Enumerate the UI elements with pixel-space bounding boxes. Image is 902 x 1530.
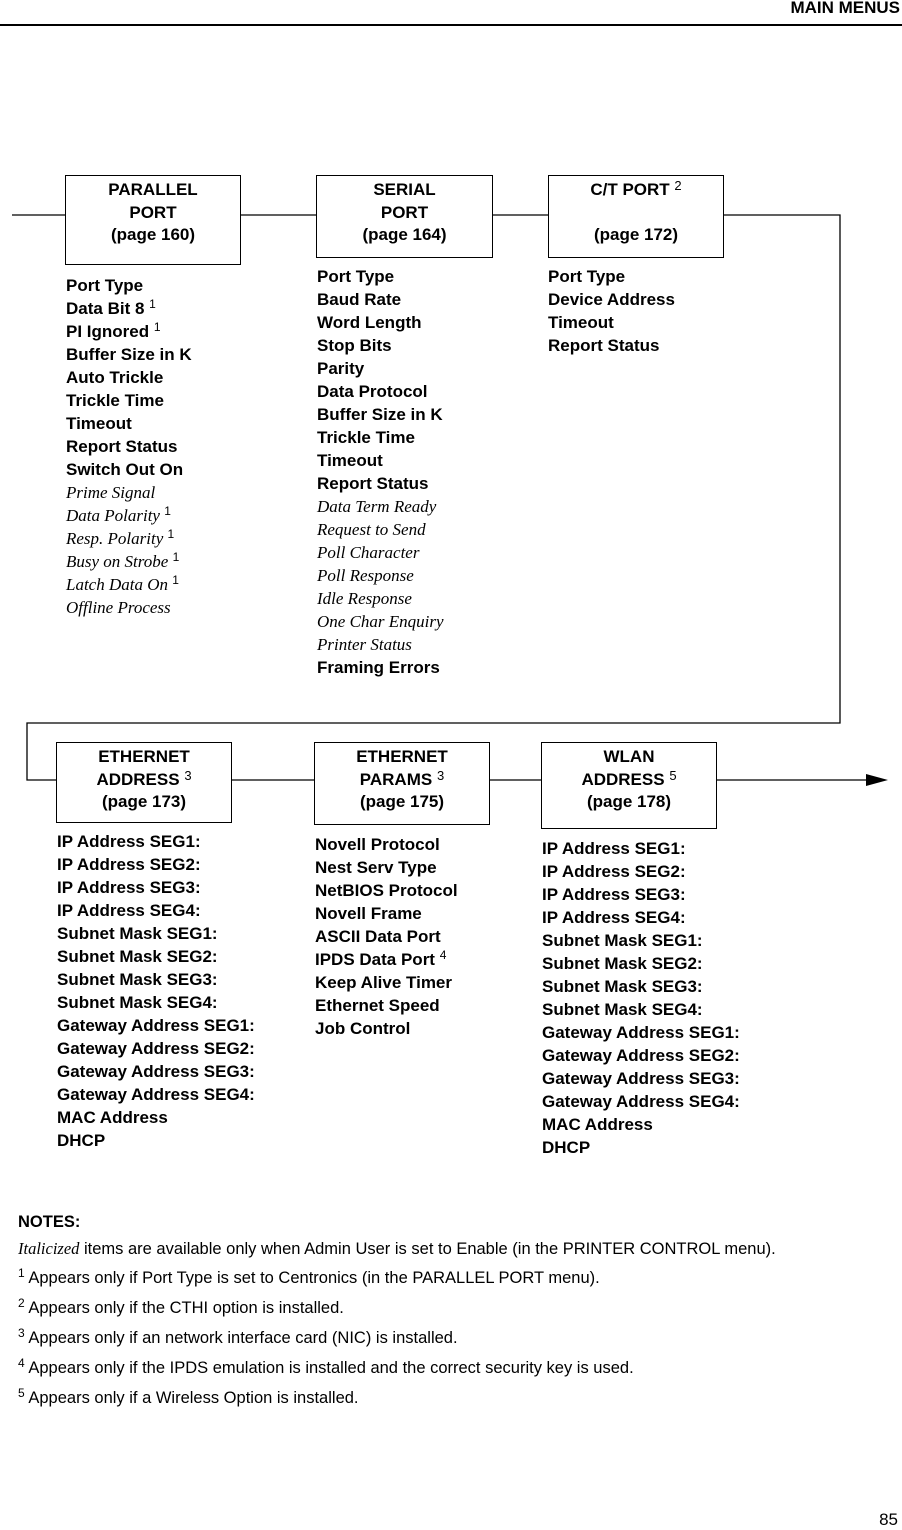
menu-item bbox=[57, 1129, 255, 1152]
menu-item-label: Parity bbox=[317, 359, 365, 378]
menu-item-label: Novell Protocol bbox=[315, 835, 440, 854]
menu-item-label: Subnet Mask SEG4: bbox=[542, 1000, 703, 1019]
menu-item bbox=[57, 968, 255, 991]
menu-item-label: Latch Data On bbox=[66, 575, 168, 594]
menu-item bbox=[66, 458, 192, 481]
menu-item-label: Port Type bbox=[548, 267, 626, 286]
menu-item bbox=[315, 925, 458, 948]
menu-item bbox=[66, 389, 192, 412]
menu-item bbox=[317, 403, 444, 426]
menu-item bbox=[542, 1044, 740, 1067]
menu-item-label: Framing Errors bbox=[317, 658, 440, 677]
menu-item-label: Port Type bbox=[66, 276, 144, 295]
footnote-text: Appears only if a Wireless Option is installed. bbox=[24, 1389, 359, 1407]
footnote-marker: 1 bbox=[172, 573, 179, 587]
menu-item bbox=[315, 948, 458, 971]
menu-item bbox=[542, 860, 740, 883]
menu-item bbox=[57, 853, 255, 876]
menu-item bbox=[317, 357, 444, 380]
menu-item-label: Keep Alive Timer bbox=[315, 973, 453, 992]
menu-item bbox=[57, 945, 255, 968]
menu-item bbox=[315, 902, 458, 925]
footnote-number: 2 bbox=[18, 1296, 25, 1310]
menu-item-label: Job Control bbox=[315, 1019, 411, 1038]
menu-item bbox=[315, 833, 458, 856]
menu-item bbox=[542, 906, 740, 929]
note-italic-rest: items are available only when Admin User is set to Enable (in the PRINTER CONTROL menu). bbox=[79, 1240, 776, 1258]
menu-item-label: Report Status bbox=[548, 336, 660, 355]
footnote-marker: 1 bbox=[153, 320, 161, 334]
menu-item bbox=[548, 288, 675, 311]
eth-addr-box-footnote: 3 bbox=[184, 767, 192, 783]
menu-item bbox=[57, 830, 255, 853]
menu-item bbox=[542, 837, 740, 860]
ethernet-params-box bbox=[314, 742, 490, 825]
parallel-box-line2: PORT bbox=[129, 202, 177, 222]
menu-item bbox=[315, 1017, 458, 1040]
wlan-box-line2: ADDRESS $^5$ bbox=[581, 767, 677, 789]
menu-item-label: Subnet Mask SEG2: bbox=[57, 947, 218, 966]
parallel-menu-list bbox=[66, 274, 192, 619]
menu-item-label: Stop Bits bbox=[317, 336, 392, 355]
menu-item-label: MAC Address bbox=[57, 1108, 168, 1127]
menu-item-label: DHCP bbox=[542, 1138, 591, 1157]
menu-item bbox=[66, 297, 192, 320]
menu-item-label: Auto Trickle bbox=[66, 368, 164, 387]
menu-item bbox=[317, 426, 444, 449]
menu-item-label: Printer Status bbox=[317, 635, 412, 654]
wlan-address-box bbox=[541, 742, 717, 829]
serial-box-page: (page 164) bbox=[362, 225, 447, 244]
menu-item bbox=[542, 1021, 740, 1044]
menu-item-label: Ethernet Speed bbox=[315, 996, 440, 1015]
note-italic-explanation bbox=[18, 1239, 776, 1269]
menu-item-label: Timeout bbox=[317, 451, 383, 470]
menu-item-label: Gateway Address SEG1: bbox=[57, 1016, 255, 1035]
menu-item-label: Nest Serv Type bbox=[315, 858, 437, 877]
parallel-port-box bbox=[65, 175, 241, 265]
menu-item-label: Prime Signal bbox=[66, 483, 156, 502]
eth-addr-box-line1: ETHERNET bbox=[98, 747, 190, 766]
menu-item bbox=[57, 1014, 255, 1037]
menu-item-label: IP Address SEG4: bbox=[57, 901, 201, 920]
menu-item-label: IP Address SEG2: bbox=[57, 855, 201, 874]
footnote bbox=[18, 1326, 776, 1359]
eth-params-box-line1: ETHERNET bbox=[356, 747, 448, 766]
menu-item-label: IP Address SEG2: bbox=[542, 862, 686, 881]
footnote-number: 4 bbox=[18, 1356, 25, 1370]
menu-item bbox=[542, 1136, 740, 1159]
wlan-box-line1: WLAN bbox=[603, 747, 655, 766]
serial-menu-list bbox=[317, 265, 444, 679]
eth-params-box-page: (page 175) bbox=[359, 792, 445, 811]
menu-item bbox=[548, 311, 675, 334]
menu-item bbox=[315, 971, 458, 994]
menu-item bbox=[57, 1083, 255, 1106]
footnote-number: 5 bbox=[18, 1386, 25, 1400]
menu-item-label: IP Address SEG3: bbox=[542, 885, 686, 904]
menu-item bbox=[542, 883, 740, 906]
menu-item bbox=[66, 481, 192, 504]
menu-item-label: IP Address SEG4: bbox=[542, 908, 686, 927]
footnote-marker: 1 bbox=[172, 550, 180, 564]
menu-item-label: PI Ignored bbox=[66, 322, 150, 341]
menu-item-label: Device Address bbox=[548, 290, 675, 309]
menu-item-label: Gateway Address SEG3: bbox=[57, 1062, 255, 1081]
menu-item bbox=[66, 366, 192, 389]
menu-item bbox=[57, 899, 255, 922]
menu-item-label: Timeout bbox=[548, 313, 614, 332]
section-header: MAIN MENUS bbox=[790, 0, 900, 17]
menu-item-label: DHCP bbox=[57, 1131, 106, 1150]
menu-item-label: Data Polarity bbox=[66, 506, 160, 525]
notes-section bbox=[18, 1213, 776, 1419]
menu-item bbox=[315, 879, 458, 902]
menu-item-label: Subnet Mask SEG1: bbox=[57, 924, 218, 943]
menu-item-label: Subnet Mask SEG3: bbox=[542, 977, 703, 996]
menu-item bbox=[317, 564, 444, 587]
menu-item-label: Switch Out On bbox=[66, 460, 184, 479]
menu-item-label: Report Status bbox=[317, 474, 429, 493]
menu-item bbox=[317, 541, 444, 564]
menu-item bbox=[542, 998, 740, 1021]
menu-item bbox=[317, 587, 444, 610]
ct-port-box bbox=[548, 175, 724, 258]
menu-item bbox=[57, 991, 255, 1014]
footnote-text: Appears only if the CTHI option is installed. bbox=[24, 1299, 344, 1317]
eth-addr-box-page: (page 173) bbox=[101, 792, 187, 811]
menu-item bbox=[317, 380, 444, 403]
menu-item-label: IPDS Data Port bbox=[315, 950, 435, 969]
menu-item-label: MAC Address bbox=[542, 1115, 653, 1134]
menu-item bbox=[315, 856, 458, 879]
ct-menu-list bbox=[548, 265, 675, 357]
ct-box-page: (page 172) bbox=[593, 225, 679, 244]
menu-item-label: IP Address SEG3: bbox=[57, 878, 201, 897]
menu-item-label: Data Term Ready bbox=[317, 497, 437, 516]
menu-item bbox=[66, 573, 192, 596]
footnote-number: 3 bbox=[18, 1326, 25, 1340]
eth-params-box-footnote: 3 bbox=[436, 767, 445, 783]
menu-item-label: Novell Frame bbox=[315, 904, 422, 923]
menu-item-label: Report Status bbox=[66, 437, 178, 456]
menu-item-label: IP Address SEG1: bbox=[542, 839, 686, 858]
footnote-list bbox=[18, 1266, 776, 1419]
menu-item-label: Data Bit 8 bbox=[66, 299, 145, 318]
serial-box-line1: SERIAL bbox=[373, 180, 436, 199]
footnote bbox=[18, 1296, 776, 1329]
menu-item bbox=[317, 472, 444, 495]
menu-item bbox=[66, 527, 192, 550]
menu-item bbox=[317, 610, 444, 633]
footnote-text: Appears only if Port Type is set to Centronics (in the PARALLEL PORT menu). bbox=[24, 1269, 600, 1287]
menu-item-label: Resp. Polarity bbox=[66, 529, 164, 548]
menu-item bbox=[548, 265, 675, 288]
footnote-marker: 1 bbox=[167, 527, 175, 541]
menu-item-label: Poll Character bbox=[317, 543, 420, 562]
menu-item bbox=[57, 922, 255, 945]
menu-item bbox=[317, 518, 444, 541]
menu-item-label: Subnet Mask SEG2: bbox=[542, 954, 703, 973]
menu-item bbox=[317, 633, 444, 656]
menu-item bbox=[57, 1106, 255, 1129]
menu-item-label: Gateway Address SEG2: bbox=[542, 1046, 740, 1065]
menu-item-label: NetBIOS Protocol bbox=[315, 881, 458, 900]
menu-item-label: Word Length bbox=[317, 313, 422, 332]
footnote bbox=[18, 1356, 776, 1389]
menu-item bbox=[548, 334, 675, 357]
menu-item bbox=[66, 412, 192, 435]
menu-item bbox=[57, 876, 255, 899]
menu-item bbox=[542, 1067, 740, 1090]
menu-item-label: Poll Response bbox=[317, 566, 414, 585]
footnote-marker: 1 bbox=[149, 297, 156, 311]
menu-item-label: Gateway Address SEG3: bbox=[542, 1069, 740, 1088]
ct-box-line1: C/T PORT $^2$ bbox=[590, 178, 682, 199]
footnote-marker: 1 bbox=[164, 504, 171, 518]
footnote bbox=[18, 1386, 776, 1419]
eth-addr-box-line2: ADDRESS $^3$ bbox=[96, 767, 192, 789]
footnote-text: Appears only if the IPDS emulation is installed and the correct security key is used. bbox=[24, 1359, 634, 1377]
menu-item bbox=[66, 550, 192, 573]
menu-item bbox=[542, 929, 740, 952]
page-number: 85 bbox=[879, 1510, 898, 1529]
ethernet-address-box bbox=[56, 742, 232, 823]
footnote-text: Appears only if an network interface card (NIC) is installed. bbox=[24, 1329, 458, 1347]
menu-item bbox=[315, 994, 458, 1017]
menu-item bbox=[317, 334, 444, 357]
footnote-number: 1 bbox=[18, 1266, 25, 1280]
menu-item bbox=[66, 343, 192, 366]
menu-item bbox=[57, 1060, 255, 1083]
ethernet-params-menu-list bbox=[315, 833, 458, 1040]
eth-params-box-line2: PARAMS $^3$ bbox=[359, 767, 445, 789]
menu-item bbox=[317, 656, 444, 679]
wlan-address-menu-list bbox=[542, 837, 740, 1159]
menu-item bbox=[66, 596, 192, 619]
menu-item bbox=[66, 435, 192, 458]
menu-item-label: Request to Send bbox=[317, 520, 426, 539]
menu-item-label: Gateway Address SEG1: bbox=[542, 1023, 740, 1042]
wlan-box-footnote: 5 bbox=[669, 767, 677, 783]
menu-item bbox=[542, 952, 740, 975]
menu-item-label: Data Protocol bbox=[317, 382, 428, 401]
menu-item bbox=[542, 1113, 740, 1136]
menu-item-label: Gateway Address SEG2: bbox=[57, 1039, 255, 1058]
menu-item-label: Timeout bbox=[66, 414, 132, 433]
menu-item-label: Gateway Address SEG4: bbox=[57, 1085, 255, 1104]
menu-item-label: One Char Enquiry bbox=[317, 612, 444, 631]
serial-box-line2: PORT bbox=[380, 202, 429, 222]
wlan-box-page: (page 178) bbox=[586, 792, 672, 811]
menu-item-label: Subnet Mask SEG1: bbox=[542, 931, 703, 950]
menu-item-label: IP Address SEG1: bbox=[57, 832, 201, 851]
menu-item bbox=[542, 1090, 740, 1113]
menu-item bbox=[317, 288, 444, 311]
menu-item bbox=[66, 274, 192, 297]
menu-item-label: Subnet Mask SEG4: bbox=[57, 993, 218, 1012]
arrow-right-icon bbox=[866, 774, 888, 786]
ct-box-spacer bbox=[549, 202, 723, 225]
menu-item bbox=[317, 449, 444, 472]
footnote-marker: 4 bbox=[439, 948, 447, 962]
menu-item bbox=[317, 495, 444, 518]
ethernet-address-menu-list bbox=[57, 830, 255, 1152]
serial-port-box bbox=[316, 175, 493, 258]
menu-item bbox=[66, 320, 192, 343]
menu-item-label: Buffer Size in K bbox=[317, 405, 443, 424]
note-italic-word: Italicized bbox=[18, 1239, 80, 1258]
menu-item-label: Port Type bbox=[317, 267, 395, 286]
parallel-box-page: (page 160) bbox=[110, 225, 196, 244]
menu-item-label: Busy on Strobe bbox=[66, 552, 169, 571]
parallel-box-line1: PARALLEL bbox=[108, 180, 198, 199]
menu-item-label: ASCII Data Port bbox=[315, 927, 441, 946]
menu-item-label: Idle Response bbox=[317, 589, 412, 608]
menu-item bbox=[66, 504, 192, 527]
menu-item-label: Trickle Time bbox=[317, 428, 415, 447]
menu-item bbox=[317, 265, 444, 288]
menu-item-label: Subnet Mask SEG3: bbox=[57, 970, 218, 989]
menu-item bbox=[317, 311, 444, 334]
menu-item bbox=[57, 1037, 255, 1060]
menu-item-label: Offline Process bbox=[66, 598, 171, 617]
menu-item bbox=[542, 975, 740, 998]
footnote bbox=[18, 1266, 776, 1299]
ct-box-footnote: 2 bbox=[674, 178, 682, 193]
notes-title: NOTES: bbox=[18, 1213, 81, 1231]
menu-item-label: Buffer Size in K bbox=[66, 345, 192, 364]
menu-item-label: Trickle Time bbox=[66, 391, 164, 410]
menu-item-label: Baud Rate bbox=[317, 290, 402, 309]
menu-item-label: Gateway Address SEG4: bbox=[542, 1092, 740, 1111]
